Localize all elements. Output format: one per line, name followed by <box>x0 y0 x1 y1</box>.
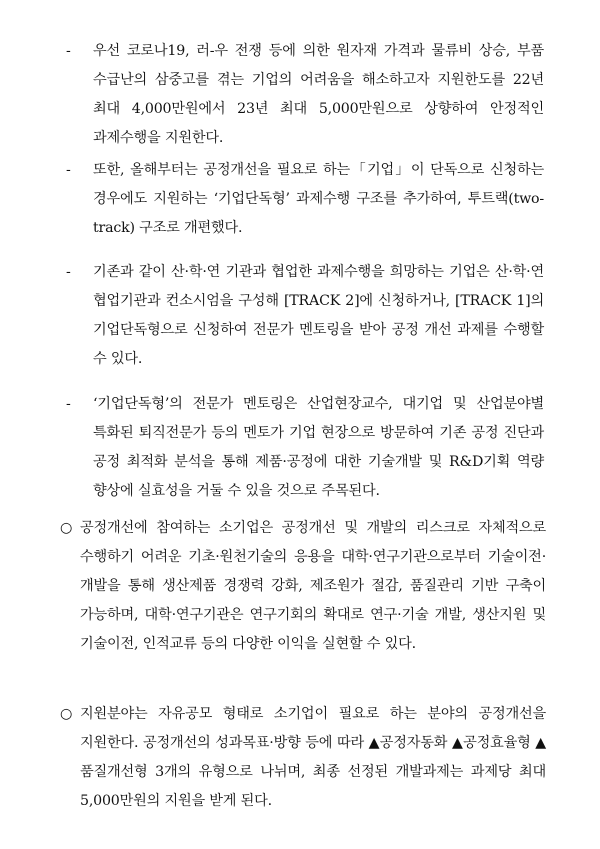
dash-bullet: - <box>66 264 71 280</box>
dash-bullet: - <box>66 43 71 59</box>
circle-paragraph-1 <box>60 514 546 659</box>
dash-paragraph-1 <box>66 37 544 153</box>
paragraph-text: 공정개선에 참여하는 소기업은 공정개선 및 개발의 리스크로 자체적으로 수행하기 어려운 기초·원천기술의 응용을 대학·연구기관으로부터 기술이전·개발을 통해 생산제품 경쟁력 강화, 제조원가 절감, 품질관리 기반 구축이 가능하며, 대학·연구기관은 연구기회의 확대로 연구·기술 개발, 생산지원 및 기술이전, 인적교류 등의 다양한 이익을 실현할 수 있다. <box>80 520 546 652</box>
circle-bullet: ○ <box>60 520 73 536</box>
dash-paragraph-4 <box>66 390 544 506</box>
paragraph-text: ‘기업단독형’의 전문가 멘토링은 산업현장교수, 대기업 및 산업분야별 특화된 퇴직전문가 등의 멘토가 기업 현장으로 방문하여 기존 공정 진단과 공정 최적화 분석을 통해 제품·공정에 대한 기술개발 및 R&D기획 역량 향상에 실효성을 거둘 수 있을 것으로 주목된다. <box>93 396 544 499</box>
paragraph-text: 우선 코로나19, 러-우 전쟁 등에 의한 원자재 가격과 물류비 상승, 부품 수급난의 삼중고를 겪는 기업의 어려움을 해소하고자 지원한도를 22년 최대 4,000만원에서 23년 최대 5,000만원으로 상향하여 안정적인 과제수행을 지원한다. <box>93 43 544 146</box>
paragraph-text: 기존과 같이 산·학·연 기관과 협업한 과제수행을 희망하는 기업은 산·학·연 협업기관과 컨소시엄을 구성해 [TRACK 2]에 신청하거나, [TRACK 1]의 기업단독형으로 신청하여 전문가 멘토링을 받아 공정 개선 과제를 수행할 수 있다. <box>93 264 544 367</box>
dash-paragraph-3 <box>66 258 544 374</box>
dash-bullet: - <box>66 162 71 178</box>
circle-paragraph-2 <box>60 700 546 816</box>
paragraph-text: 또한, 올해부터는 공정개선을 필요로 하는「기업」이 단독으로 신청하는 경우에도 지원하는 ‘기업단독형’ 과제수행 구조를 추가하여, 투트랙(two-track) 구조로 개편했다. <box>93 162 544 236</box>
dash-bullet: - <box>66 396 71 412</box>
dash-paragraph-2 <box>66 156 544 243</box>
circle-bullet: ○ <box>60 706 73 722</box>
paragraph-text: 지원분야는 자유공모 형태로 소기업이 필요로 하는 분야의 공정개선을 지원한다. 공정개선의 성과목표·방향 등에 따라 ▲공정자동화 ▲공정효율형 ▲품질개선형 3개의 유형으로 나뉘며, 최종 선정된 개발과제는 과제당 최대 5,000만원의 지원을 받게 된다. <box>80 706 546 809</box>
